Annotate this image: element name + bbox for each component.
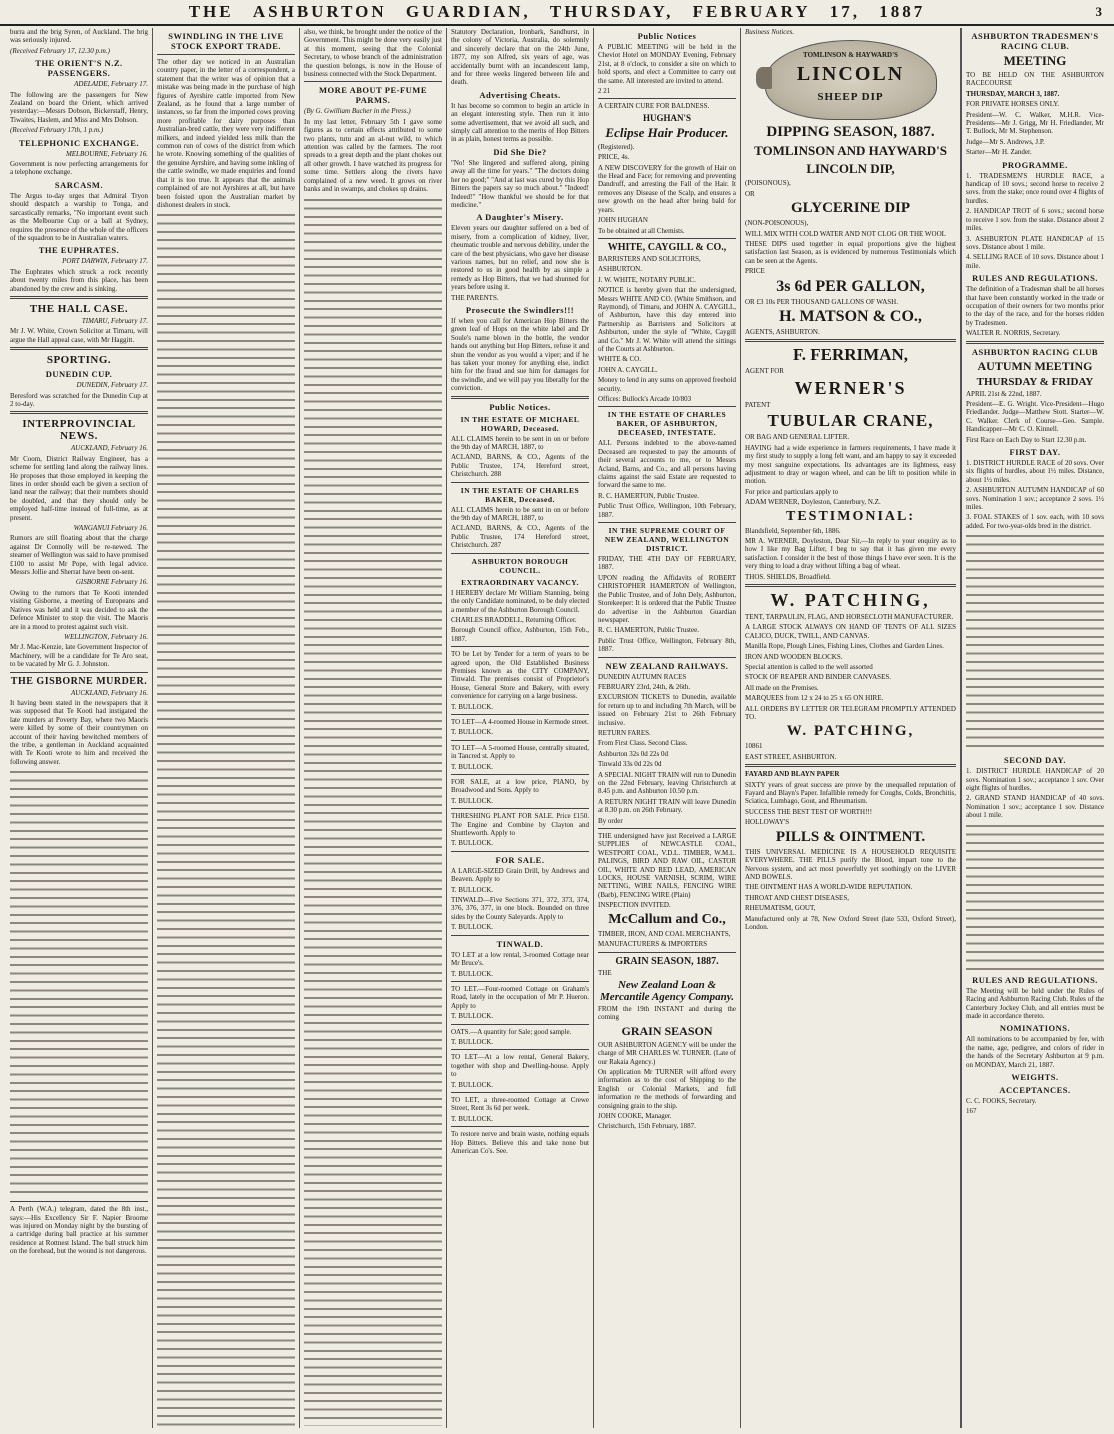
vacancy-date: Borough Council office, Ashburton, 15th Feb., 1887. [451, 626, 589, 643]
daughter-body: Eleven years our daughter suffered on a bed of misery, from a complication of kidney, liver, rheumatic trouble and nervous debility, under the care of the best physicians, who gave her disease various names, but no relief, and now she is restored to us in good health by as simple a remedy as Hop Bitters, that we had shunned for years before using it. [451, 224, 589, 292]
fayard-body: SIXTY years of great success are prove by the unequalled reputation of Fayard and Blayn's Paper. Infallible remedy for Coughs, Colds, Bronchitis, Sciatica, Lumbago, Gout, and Rheumatism. [745, 780, 956, 806]
lead-text: burra and the brig Syren, of Auckland. The brig was seriously injured. [10, 28, 148, 45]
signature: ADAM WERNER, Doyleston, Canterbury, N.Z. [745, 498, 881, 507]
sporting-heading: SPORTING. [46, 354, 112, 367]
receipt-line: (Received February 17, 12.30 p.m.) [10, 46, 110, 55]
grain-drill-notice: A LARGE-SIZED Grain Drill, by Andrews and Beaven. Apply to [451, 866, 589, 884]
race-item: 3. FOAL STAKES of 1 sov. each, with 10 sovs added. For two-year-olds bred in the district. [966, 513, 1104, 530]
tinwald-notice: TO LET at a low rental, 3-roomed Cottage near Mr Bruce's. [451, 950, 589, 968]
bakery-notice: TO LET—At a low rental, General Bakery, together with shop and Dwelling-house. Apply to [451, 1053, 589, 1079]
rules-heading: RULES AND REGULATIONS. [972, 974, 1098, 985]
first-race: First Race on Each Day to Start 12.30 p.m. [966, 435, 1087, 444]
public-notices-heading: Public Notices [637, 31, 697, 41]
holloway-name: HOLLOWAY'S [745, 818, 790, 827]
rules-body: The Meeting will be held under the Rules of Racing and Ashburton Racing Club. Rules of the Canterbury Jockey Club, and all entries must be made in accordance thereto. [966, 986, 1104, 1020]
signature: C. C. FOOKS, Secretary. [966, 1096, 1037, 1105]
signature: CHARLES BRADDELL, Returning Officer. [451, 615, 577, 624]
grain-big: GRAIN SEASON [621, 1023, 713, 1038]
programme-item: 2. HANDICAP TROT of 6 sovs.; second horse to receive 1 sov. from the stake. Distance about 2 miles. [966, 207, 1104, 233]
programme-item: 3. ASHBURTON PLATE HANDICAP of 15 sovs. Distance about 1 mile. [966, 234, 1104, 251]
autumn-date: THURSDAY & FRIDAY [976, 375, 1094, 388]
column-racing [961, 28, 1108, 1428]
logo-line: TOMLINSON & HAYWARD'S [803, 51, 898, 60]
advertising-cheats-body: It has become so common to begin an article in an elegant interesting style. Then run it into some advertisement, that we avoid all such, and simply call attention to the merits of Hop Bitters in as plain, honest terms as possible. [451, 101, 589, 144]
editorial-body: The other day we noticed in an Australian country paper, in the letter of a correspondent, a statement that the writer was of opinion that a mistake was being made in the purchase of high figures of Ayrshire cattle imported from New Zealand, as he found that a large number of instances, so far from the imported cows proving more profitable for dairy purposes than Australian-bred cattle, they were very indifferent milkers, and indeed yielded less milk than the common run of cows of the district from which he wrote. Knowing something of the qualities of the genuine Ayrshire, and having some inkling of the cattle swindle, we made enquiries and found that it is too true. It appears that the animals complained of are not Ayrshires at all, but have been foisted upon the Australian market by dishonest dealers in stock. [157, 58, 295, 209]
fares-row: Ashburton 32s 0d 22s 0d [598, 749, 669, 758]
public-notices-heading: Public Notices. [489, 401, 551, 412]
meeting-heading: MEETING [1003, 53, 1067, 68]
first-day-heading: FIRST DAY. [1009, 447, 1061, 457]
signature: T. BULLOCK. [451, 1080, 494, 1089]
excursion-body: EXCURSION TICKETS to Dunedin, available for return up to and including 7th March, will be issued on February 21st to 26th February inclusive. [598, 693, 736, 727]
vacancy-heading: EXTRAORDINARY VACANCY. [461, 577, 579, 587]
acceptances-heading: ACCEPTANCES. [999, 1084, 1071, 1095]
lincoln-dip: LINCOLN DIP, [806, 161, 895, 177]
signature: THE PARENTS. [451, 293, 499, 302]
article-body: In my last letter, February 5th I gave some figures as to certain effects attributed to some two plants, tutu and an al-nut wild, to which attention was called by the farmers. The root spreads to a great depth and the plant chokes out all other growth. I have watched its progress for some time. Settlers along the rivers have complained of a new weed. It grows on river banks and in swamps, and chokes up drains. [304, 117, 442, 194]
throat-line: THROAT AND CHEST DISEASES, [745, 893, 849, 902]
hall-body: Mr J. W. White, Crown Solicitor at Timaru, will argue the Hall appeal case, with Mr Haggitt. [10, 327, 148, 344]
title-word: FEBRUARY [692, 2, 811, 21]
sarcasm-body: The Argus to-day urges that Admiral Tryon should despatch a warship to Tonga, and sarcastically remarks, "No important event such as the Melbourne Cup or a ball at Sydney, requires the presence of the whole of the officers of the squadron to be in Australian waters. [10, 191, 148, 242]
dateline: GISBORNE February 16. [75, 578, 148, 587]
estate-heading: IN THE ESTATE OF MICHAEL HOWARD, Deceased. [460, 414, 580, 433]
dunedin-cup-heading: DUNEDIN CUP. [45, 369, 113, 380]
firm-sub: BARRISTERS AND SOLICITORS, [598, 254, 701, 263]
business-notices-heading: Business Notices. [745, 28, 794, 36]
supplies-list: THE undersigned have just Received a LARGE SUPPLIES of NEWCASTLE COAL, WESTPORT COAL, V.D.L. TIMBER, W.M.L. PALINGS, BIRD AND RAW OIL, CASTOR OIL, WHITE AND RED LEAD, AMERICAN LOCKS, HOUSE VARNISH, SCRIM, WIRE NETTING, WIRE NAILS, FENCING WIRE (Barb), FENCING WIRE (Plain) [598, 832, 736, 899]
price-sub: OR £3 10s PER THOUSAND GALLONS OF WASH. [745, 297, 898, 306]
fayard-heading: FAYARD AND BLAYN PAPER [745, 770, 840, 779]
court-date: FRIDAY, THE 4TH DAY OF FEBRUARY, 1887. [598, 555, 736, 572]
signature: T. BULLOCK. [451, 1037, 494, 1046]
race-item: 1. DISTRICT HURDLE RACE of 20 sovs. Over six flights of hurdles, about 1½ miles. Distance, about 1½ miles. [966, 459, 1104, 484]
matson-name: H. MATSON & CO., [779, 308, 922, 326]
column-business-notices [741, 28, 961, 1428]
dateline: TIMARU, February 17. [81, 316, 148, 325]
meeting-sub: TO BE HELD ON THE ASHBURTON RACECOURSE [966, 71, 1104, 88]
price-big: 3s 6d PER GALLON, [776, 277, 925, 295]
fares-row: From First Class. Second Class. [598, 739, 688, 748]
dateline: WANGANUI February 16. [73, 524, 148, 533]
interprovincial-body: Mr Coom, District Railway Engineer, has a scheme for settling land along the railway lines. He proposes that those employed in keeping the lines in order should each be given a section of land near the railway; that their numbers should be doubled, and that they should only be employed half-time instead of full-time, as at present. [10, 454, 148, 522]
estate-body: ALL CLAIMS herein to be sent in on or before the 9th day of MARCH, 1887, to [451, 434, 589, 452]
signature: T. BULLOCK. [451, 969, 494, 978]
murder-body: It having been stated in the newspapers that it was supposed that Te Kooti had instigated the late murders at Poverty Bay, where two Maoris were killed by some of their countrymen on account of their having bewitched members of the tribe, a gentleman in Auckland acquainted with Te Kooti wrote to him and received the following answer. [10, 698, 148, 766]
for-sale-notice: FOR SALE, at a low price, PIANO, by Broadwood and Sons. Apply to [451, 778, 589, 795]
firm-notary: J. W. WHITE, NOTARY PUBLIC. [598, 275, 696, 284]
patching-marquees: MARQUEES from 12 x 24 to 25 x 65 ON HIRE. [745, 694, 884, 703]
programme-item: 1. TRADESMEN'S HURDLE RACE, a handicap of 10 sovs.; second horse to receive 2 sovs. from the stake; once round over 4 flights of hurdles. [966, 171, 1104, 205]
signature: JOHN A. CAYGILL. [598, 365, 658, 374]
signature: T. BULLOCK. [451, 839, 494, 848]
money-line: Money to lend in any sums on approved freehold security. [598, 376, 736, 393]
mccallum-name: McCallum and Co., [608, 911, 726, 927]
nominations-heading: NOMINATIONS. [999, 1023, 1071, 1034]
euphrates-body: The Euphrates which struck a rock recently about twenty miles from this place, has been abandoned by the crew and is sinking. [10, 267, 148, 293]
testimonial-body: MR A. WERNER, Doyleston, Dear Sir,—In reply to your enquiry as to how I like my Bag Lifter, I beg to say that it has given me every satisfaction. I consider it the best of those things I have ever seen. It is the very thing to load a dray without lifting a bag of wheat. [745, 536, 956, 571]
signature: JOHN HUGHAN [598, 216, 648, 225]
tinwald-sections-notice: TINWALD—Five Sections 371, 372, 373, 374, 376, 376, 377, in one block. Bounded on three sides by the County Saleyards. Apply to [451, 896, 589, 921]
notice-code: 10861 [745, 742, 763, 751]
success-line: SUCCESS THE BEST TEST OF WORTH!!! [745, 807, 873, 816]
mccallum-sub: TIMBER, IRON, AND COAL MERCHANTS, [598, 929, 731, 938]
signature: T. BULLOCK. [451, 1012, 494, 1021]
notice-code: 2 21 [598, 87, 611, 96]
patching-name: W. PATCHING, [770, 589, 931, 610]
wellington-body: Mr J. Mac-Kenzie, late Government Inspector of Machinery, will be a candidate for Te Aro seat, to be vacated by Mr G. J. Johnston. [10, 643, 148, 669]
title-word: 1887 [879, 2, 926, 21]
court-body: UPON reading the Affidavits of ROBERT CHRISTOPHER HAMERTON of Wellington, the Public Trustee, and of John Dely, Ashburton, Storekeeper: It is ordered that the Public Trustee do advertise in the Ashburton Guardian newspaper. [598, 573, 736, 624]
article-byline: (By G. Gwilliam Bucher in the Press.) [304, 107, 411, 116]
price-line: PRICE, 4s. [598, 153, 630, 162]
dateline: ADELAIDE, February 17. [74, 80, 148, 89]
rheum-line: RHEUMATISM, GOUT, [745, 904, 816, 913]
firm-heading: WHITE, CAYGILL & CO., [607, 241, 727, 253]
estate-body: ALL CLAIMS herein to be sent in on or before the 9th day of MARCH, 1887, to [451, 505, 589, 523]
rules-body: The definition of a Tradesman shall be all horses that have been constantly worked in the trade or occupation of their owners for two months prior to the day of the race, and for the horses ridden by Tradesmen. [966, 285, 1104, 327]
grain-season-heading: GRAIN SEASON, 1887. [615, 955, 719, 967]
eclipse-product: Eclipse Hair Producer. [605, 124, 729, 140]
inspection-line: INSPECTION INVITED. [598, 901, 671, 910]
by-order: By order [598, 816, 623, 825]
dunedin-body: Beresford was scratched for the Dunedin Cup at 2 to-day. [10, 391, 148, 408]
grain-from: FROM the 19th INSTANT and during the coming [598, 1004, 736, 1022]
signature: WHITE & CO. [598, 355, 641, 364]
tinwald-heading: TINWALD. [496, 938, 544, 949]
autumn-club: ASHBURTON RACING CLUB [971, 346, 1099, 357]
meeting-date: THURSDAY, MARCH 3, 1887. [966, 89, 1060, 98]
or-line: OR [745, 189, 755, 198]
title-word: ASHBURTON [252, 2, 387, 21]
swindlers-heading: Prosecute the Swindlers!!! [465, 304, 575, 315]
column-public-notices [594, 28, 741, 1428]
club-heading: ASHBURTON TRADESMEN'S RACING CLUB. [971, 31, 1099, 51]
meeting-notice: A PUBLIC MEETING will be held in the Cheviot Hotel on MONDAY Evening, February 21st, at 8 o'clock, to consider a site on which to hold sports, and elect a Committee to carry out the same. All interested are invited to attend. [598, 43, 736, 85]
orient-body: The following are the passengers for New Zealand on board the Orient, which arrived yesterday:—Messrs Dobson, Bickerstaff, Henry, Tiwaites, Haslem, and Miss and Mrs Dobson. [10, 90, 148, 124]
price-heading: PRICE [745, 267, 765, 276]
rules-heading: RULES AND REGULATIONS. [972, 273, 1098, 284]
patching-stock: A LARGE STOCK ALWAYS ON HAND OF TENTS OF ALL SIZES CALICO, DUCK, TWILL, AND CANVAS. [745, 623, 956, 640]
column-hop-bitters [447, 28, 594, 1428]
sarcasm-heading: SARCASM. [54, 179, 104, 190]
masthead [0, 0, 1114, 26]
weights-heading: WEIGHTS. [1011, 1071, 1059, 1082]
programme-item: 4. SELLING RACE of 10 sovs. Distance about 1 mile. [966, 253, 1104, 270]
patching-special: Special attention is called to the well assorted [745, 663, 873, 671]
borough-heading: ASHBURTON BOROUGH COUNCIL. [471, 556, 569, 575]
dip-body: THESE DIPS used together in equal proportions give the highest satisfaction last Season, as is evidenced by numerous Testimonials which can be seen at the Agents. [745, 240, 956, 265]
patching-iron: IRON AND WOODEN BLOCKS. [745, 652, 843, 661]
officers-list: President—W. C. Walker, M.H.R. Vice-Presidents—Mr J. Grigg, Mr H. Friedlander, Mr T. Bullock, Mr M. Stephenson. [966, 110, 1104, 136]
title-word: THURSDAY, [549, 2, 674, 21]
column-telegrams [6, 28, 153, 1428]
patching-rope: Manilla Rope, Plough Lines, Fishing Lines, Clothes and Garden Lines. [745, 642, 944, 651]
signature: T. BULLOCK. [451, 923, 494, 932]
vacancy-body: I HEREBY declare Mr William Stanning, being the only Candidate nominated, to be duly elected a member of the Ashburton Borough Council. [451, 588, 589, 614]
newspaper-title [0, 2, 1114, 22]
page-number: 3 [1095, 4, 1102, 19]
swindlers-body: If when you call for American Hop Bitters the green leaf of Hops on the white label and Dr Soule's name blown in the bottle, the vendor hands out anything but Hop Bitters, refuse it and shun the vendor as you would a viper; and if he has taken your money for anything else, indict him for the fraud and sue him for damages for the swindle, and we will pay you liberally for the conviction. [451, 316, 589, 393]
non-poisonous-label: (NON-POISONOUS), [745, 219, 809, 228]
tomlinson-name: TOMLINSON AND HAYWARD'S [754, 143, 947, 159]
signature: R. C. HAMERTON, Public Trustee. [598, 626, 699, 635]
dateline: DUNEDIN, February 17. [76, 381, 148, 390]
tail-notice: To restore nerve and brain waste, nothing equals Hop Bitters. Believe this and take none but American Co's. See. [451, 1130, 589, 1155]
firm-sub: ASHBURTON. [598, 265, 642, 274]
gisborne-body: Owing to the rumors that Te Kooti intended visiting Gisborne, a meeting of Europeans and Natives was held and it was decided to ask the Defence Minister to stop the visit. The Maoris are in a mood to protest against such visit. [10, 588, 148, 631]
dateline: WELLINGTON, February 16. [64, 632, 148, 641]
column-editorial [153, 28, 300, 1428]
to-let-notice: TO LET—A 5-roomed House, centrally situated, in Tancred st. Apply to [451, 743, 589, 761]
title-word: GUARDIAN, [405, 2, 531, 21]
werner-name: WERNER'S [794, 377, 907, 398]
patent-line: PATENT [745, 400, 771, 409]
races-date: FEBRUARY 23rd, 24th, & 26th. [598, 682, 691, 691]
firm-notice: NOTICE is hereby given that the undersigned, Messrs WHITE AND CO. (White Smithson, and Raymond), of Timaru, and JOHN A. CAYGILL, of Ashburton, have this day entered into Partnership as Barristers and Solicitors at Ashburton, under the style of "White, Caygill and Co." Mr J. W. White will attend the sittings of the Courts at Ashburton. [598, 286, 736, 353]
estate-heading: IN THE ESTATE OF CHARLES BAKER, Deceased. [460, 485, 580, 504]
poisonous-label: (POISONOUS), [745, 179, 791, 188]
declaration-text: Statutory Declaration, Ironbark, Sandhurst, in the colony of Victoria, Australia, do solemnly and sincerely declare that on the 24th June, 1877, my son Alfred, six years of age, was accidentally burnt with an incandescent lamp, and for three weeks lingered between life and death. [451, 28, 589, 87]
receipt-line: (Received February 17th, 1 p.m.) [10, 126, 104, 135]
dipping-season: DIPPING SEASON, 1887. [766, 124, 935, 141]
column-article [300, 28, 447, 1428]
for-sale-heading: FOR SALE. [495, 854, 545, 865]
return-train: A RETURN NIGHT TRAIN will leave Dunedin at 8.30 p.m. on 26th February. [598, 797, 736, 815]
signature: R. C. HAMERTON, Public Trustee. [598, 491, 699, 500]
ferriman-order: For price and particulars apply to [745, 487, 839, 496]
tinwald-notice: TO LET.—Four-roomed Cottage on Graham's Road, lately in the occupation of Mr P. Hueron. Apply to [451, 984, 589, 1010]
mccallum-sub: MANUFACTURERS & IMPORTERS [598, 940, 708, 949]
nominations-body: All nominations to be accompanied by fee, with the name, age, pedigree, and colors of rider in the hands of the Secretary Ashburton at 9 p.m. on MONDAY, March 21, 1887. [966, 1035, 1104, 1069]
signature: T. BULLOCK. [451, 885, 494, 894]
matson-sub: AGENTS, ASHBURTON. [745, 328, 820, 337]
nzloan-name: New Zealand Loan & Mercantile Agency Company. [600, 978, 734, 1003]
special-train: A SPECIAL NIGHT TRAIN will run to Dunedin on the 22nd February, leaving Christchurch at 8.45 p.m. and Ashburton 10.50 p.m. [598, 770, 736, 796]
signature: T. BULLOCK. [451, 762, 494, 771]
wanganui-body: Rumors are still floating about that the charge against Dr Connolly will be re-newed. The steamer of Wellington was said to have promised £100 to assist Mr Pope, with legal advice. Messrs Jollie and Sherrat have been on-sent. [10, 534, 148, 577]
text-filler [966, 532, 1104, 752]
registered-line: (Registered). [598, 142, 635, 151]
fares-heading: RETURN FARES. [598, 728, 651, 737]
eclipse-body: A NEW DISCOVERY for the growth of Hair on the Head and Face; for removing and preventing Dandruff, and arresting the Fall of the Hair. It removes any Disease of the Scalp, and ensures a new growth on the head after being bald for years. [598, 163, 736, 214]
orient-heading: THE ORIENT'S N.Z. PASSENGERS. [35, 58, 123, 79]
perth-body: A Perth (W.A.) telegram, dated the 8th inst., says:—His Excellency Sir F. Napier Broome was injured on Monday night by the bursting of a cartridge during ball practice at his summer residence at Rottnest Island. The ball struck him on the forehead, but the wound is not dangerous. [10, 1205, 148, 1256]
grain-body: OUR ASHBURTON AGENCY will be under the charge of MR CHARLES W. TURNER. (Late of our Rakaia Agency.) [598, 1040, 736, 1066]
signature: WALTER R. NORRIS, Secretary. [966, 329, 1061, 338]
daughter-heading: A Daughter's Misery. [476, 212, 564, 223]
article-lead: also, we think, be brought under the notice of the Government. This might be done very easily just at this moment, seeing that the Colonial Secretary, to whose branch of the administration the question belongs, is now in the House of business connected with the Stock Department. [304, 28, 442, 79]
text-filler [10, 768, 148, 1198]
logo-line: SHEEP DIP [817, 91, 884, 104]
court-heading: IN THE SUPREME COURT OF NEW ZEALAND, WELLINGTON DISTRICT. [604, 526, 730, 554]
agent-for: AGENT FOR [745, 367, 784, 376]
estate-body: ALL Persons indebted to the above-named Deceased are requested to pay the amounts of their several accounts to me, or to Messrs Acland, Barns, and Co., and all persons having claims against the said Estate are requested to forward the same to me. [598, 439, 736, 490]
threshing-notice: THRESHING PLANT FOR SALE. Price £150. The Engine and Combine by Clayton and Shuttleworth. Apply to [451, 812, 589, 838]
advertising-cheats-heading: Advertising Cheats. [479, 89, 561, 100]
article-heading: MORE ABOUT PE-FUME PARMS. [318, 85, 427, 106]
glycerine-dip: GLYCERINE DIP [790, 200, 911, 217]
baldness-line: A CERTAIN CURE FOR BALDNESS. [598, 102, 710, 111]
patching-address: EAST STREET, ASHBURTON. [745, 752, 837, 761]
signature: ACLAND, BARNS, & CO., Agents of the Public Trustee, 174 Hereford street, Christchurch. 287 [451, 524, 589, 550]
oats-notice: OATS.—A quantity for Sale; good sample. [451, 1027, 572, 1036]
race-item: 2. ASHBURTON AUTUMN HANDICAP of 60 sovs. Nomination 1 sov.; acceptance 2 sovs. 1½ miles. [966, 486, 1104, 512]
title-word: THE [188, 2, 234, 21]
estate-heading: IN THE ESTATE OF CHARLES BAKER, OF ASHBURTON, DECEASED, INTESTATE. [607, 410, 727, 438]
estate-date: Public Trust Office, Wellington, 10th February, 1887. [598, 502, 736, 519]
hughan-name: HUGHAN'S [642, 112, 691, 123]
race-item: 2. GRAND STAND HANDICAP of 40 sovs. Nomination 1 sov.; acceptance 1 sov. Distance about 1 mile. [966, 794, 1104, 820]
mixes-line: WILL MIX WITH COLD WATER AND NOT CLOG OR THE WOOL [745, 229, 946, 238]
murder-heading: THE GISBORNE MURDER. [10, 675, 148, 687]
hall-case-heading: THE HALL CASE. [29, 302, 129, 315]
dateline: MELBOURNE, February 16. [65, 149, 148, 158]
patching-orders: ALL ORDERS BY LETTER OR TELEGRAM PROMPTLY ATTENDED TO. [745, 704, 956, 722]
testimonial-place: Blandsfield, September 6th, 1886. [745, 526, 841, 535]
grain-body: On application Mr TURNER will afford every information as to the cost of Shipping to the English or Colonial Markets, and full information re the methods of forwarding and consigning grain to the ship. [598, 1067, 736, 1110]
sheep-dip-logo [765, 40, 937, 120]
text-filler [966, 822, 1104, 972]
the-line: THE [598, 968, 612, 977]
interprovincial-heading: INTERPROVINCIAL NEWS. [22, 418, 136, 443]
bag-lifter: OR BAG AND GENERAL LIFTER. [745, 433, 850, 442]
patching-reaper: STOCK OF REAPER AND BINDER CANVASES. [745, 673, 891, 682]
pills-heading: PILLS & OINTMENT. [775, 828, 926, 845]
to-let-notice: TO LET—A 4-roomed House in Kermode street. [451, 717, 589, 726]
tubular-crane: TUBULAR CRANE, [767, 411, 934, 431]
signature: T. BULLOCK. [451, 702, 494, 711]
holloway-body: THIS UNIVERSAL MEDICINE IS A HOUSEHOLD REQUISITE EVERYWHERE. THE PILLS purify the Blood, impart tone to the Nervous system, and act most powerfully yet soothingly on the LIVER AND BOWELS. [745, 847, 956, 881]
dateline: AUCKLAND, February 16. [71, 444, 148, 453]
dateline: PORT DARWIN, February 17. [62, 257, 148, 266]
patching-signature: W. PATCHING, [786, 723, 915, 740]
logo-line: LINCOLN [796, 63, 905, 86]
autumn-officers: President—E. G. Wright. Vice-President—Hugo Friedlander. Judge—Matthew Stott. Starter—W. C. Walker. Clerk of Course—Geo. Sample. Handicapper—Mr C. O. Kinnell. [966, 399, 1104, 434]
race-item: 1. DISTRICT HURDLE HANDICAP of 20 sovs. Nomination 1 sov.; acceptance 1 sov. Over eight flights of hurdles. [966, 767, 1104, 793]
dateline: AUCKLAND, February 16. [71, 688, 148, 697]
notice-code: 167 [966, 1107, 977, 1116]
chemists-line: To be obtained at all Chemists. [598, 226, 685, 235]
signature: T. BULLOCK. [451, 1114, 494, 1123]
signature: T. BULLOCK. [451, 728, 494, 737]
court-date: Public Trust Office, Wellington, February 8th, 1887. [598, 636, 736, 654]
judge-line: Judge—Mr S. Andrews, J.P. [966, 137, 1045, 146]
holloway-sign: Manufactured only at 78, New Oxford Street (late 533, Oxford Street), London. [745, 914, 956, 931]
ferriman-body: HAVING had a wide experience in farmers requirements, I have made it my first study to supply a long felt want, and am happy to say it exceeded my most sanguine expectations. Its advantages are its lightness, easy adjustment to dray or wagon wheel, and can be lift to position while in motion. [745, 443, 956, 486]
races-heading: DUNEDIN AUTUMN RACES [598, 672, 687, 681]
fares-row: Tinwald 33s 0d 22s 0d [598, 760, 662, 769]
signature: ACLAND, BARNS, & CO., Agents of the Public Trustee, 174, Hereford street, Christchurch. 288 [451, 453, 589, 479]
did-she-die-heading: Did She Die? [493, 146, 547, 157]
patching-premises: All made on the Premises. [745, 683, 819, 692]
signature: T. BULLOCK. [451, 796, 494, 805]
signature: JOHN COOKE, Manager. [598, 1111, 672, 1120]
ferriman-name: F. FERRIMAN, [792, 345, 909, 365]
editorial-heading: SWINDLING IN THE LIVE STOCK EXPORT TRADE. [168, 31, 284, 51]
ointment-line: THE OINTMENT HAS A WORLD-WIDE REPUTATION. [745, 883, 913, 892]
offices-line: Offices: Bullock's Arcade 10/803 [598, 395, 692, 403]
tender-body: TO be Let by Tender for a term of years to be agreed upon, the Old Established Business Premises known as the CITY COMPANY, Tinwald. The premises consist of Proprietor's House, General Store and Bakery, with every convenience for carrying on a large business. [451, 650, 589, 701]
signature: THOS. SHIELDS, Broadfield. [745, 572, 831, 581]
text-filler [157, 211, 295, 1428]
telephonic-heading: TELEPHONIC EXCHANGE. [18, 137, 140, 148]
cottage-notice: TO LET, a three-roomed Cottage at Crewe Street, Rent 3s 6d per week. [451, 1095, 589, 1113]
starter-line: Starter—Mr H. Zander. [966, 148, 1032, 157]
euphrates-heading: THE EUPHRATES. [38, 245, 120, 256]
second-day-heading: SECOND DAY. [1003, 755, 1067, 766]
programme-heading: PROGRAMME. [1002, 159, 1068, 170]
did-she-die-body: "No! She lingered and suffered along, pining away all the time for years." "The doctors doing her no good;" "And at last was cured by this Hop Bitters the papers say so much about." "Indeed! Indeed!" "How thankful we should be for that medicine." [451, 158, 589, 209]
telephonic-body: Government is now perfecting arrangements for a telephone exchange. [10, 160, 148, 177]
railways-heading: NEW ZEALAND RAILWAYS. [605, 660, 729, 671]
title-word: 17, [829, 2, 861, 21]
autumn-meeting: AUTUMN MEETING [977, 358, 1093, 373]
autumn-date2: APRIL 21st & 22nd, 1887. [966, 389, 1042, 398]
grain-date: Christchurch, 15th February, 1887. [598, 1122, 696, 1131]
testimonial-heading: TESTIMONIAL: [785, 508, 916, 524]
patching-sub: TENT, TARPAULIN, FLAG, AND HORSECLOTH MANUFACTURER. [745, 612, 954, 621]
text-filler [304, 196, 442, 1426]
horses-line: FOR PRIVATE HORSES ONLY. [966, 100, 1060, 109]
